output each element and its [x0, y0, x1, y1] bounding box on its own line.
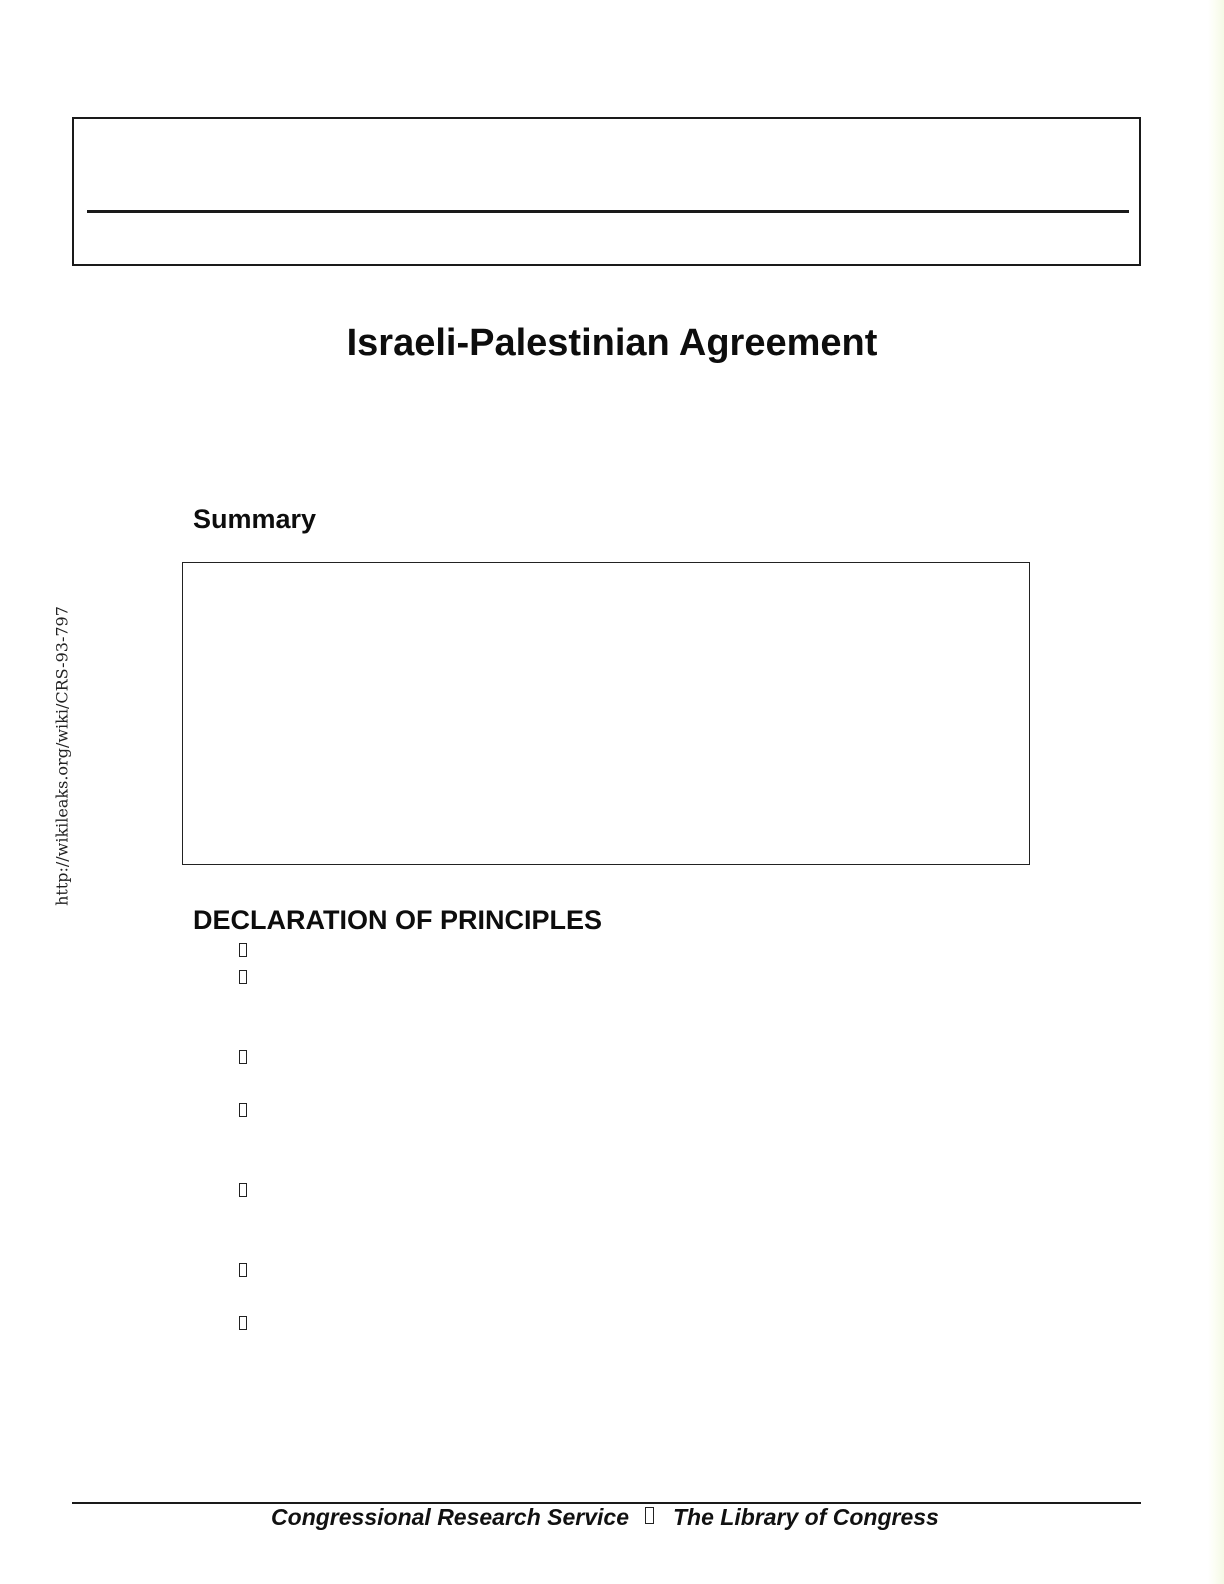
footer-institution: The Library of Congress	[673, 1504, 939, 1530]
document-title: Israeli-Palestinian Agreement	[346, 322, 878, 364]
missing-bullet-glyph-icon	[239, 1316, 247, 1330]
summary-heading: Summary	[193, 504, 317, 534]
missing-bullet-glyph-icon	[239, 1183, 247, 1197]
source-url-stamp: http://wikileaks.org/wiki/CRS-93-797	[52, 606, 72, 906]
missing-bullet-glyph-icon	[239, 1103, 247, 1117]
summary-box	[182, 562, 1030, 865]
missing-bullet-glyph-icon	[239, 943, 247, 957]
header-rule	[87, 210, 1129, 213]
header-box	[72, 117, 1141, 266]
page-edge-shadow	[1208, 0, 1224, 1584]
missing-bullet-glyph-icon	[239, 1263, 247, 1277]
declaration-heading: DECLARATION OF PRINCIPLES	[193, 905, 603, 935]
footer-publisher: Congressional Research Service	[271, 1504, 629, 1530]
page-footer	[0, 1504, 1224, 1536]
missing-bullet-glyph-icon	[239, 1050, 247, 1064]
missing-bullet-glyph-icon	[239, 970, 247, 984]
footer-separator-glyph-icon	[645, 1507, 654, 1524]
